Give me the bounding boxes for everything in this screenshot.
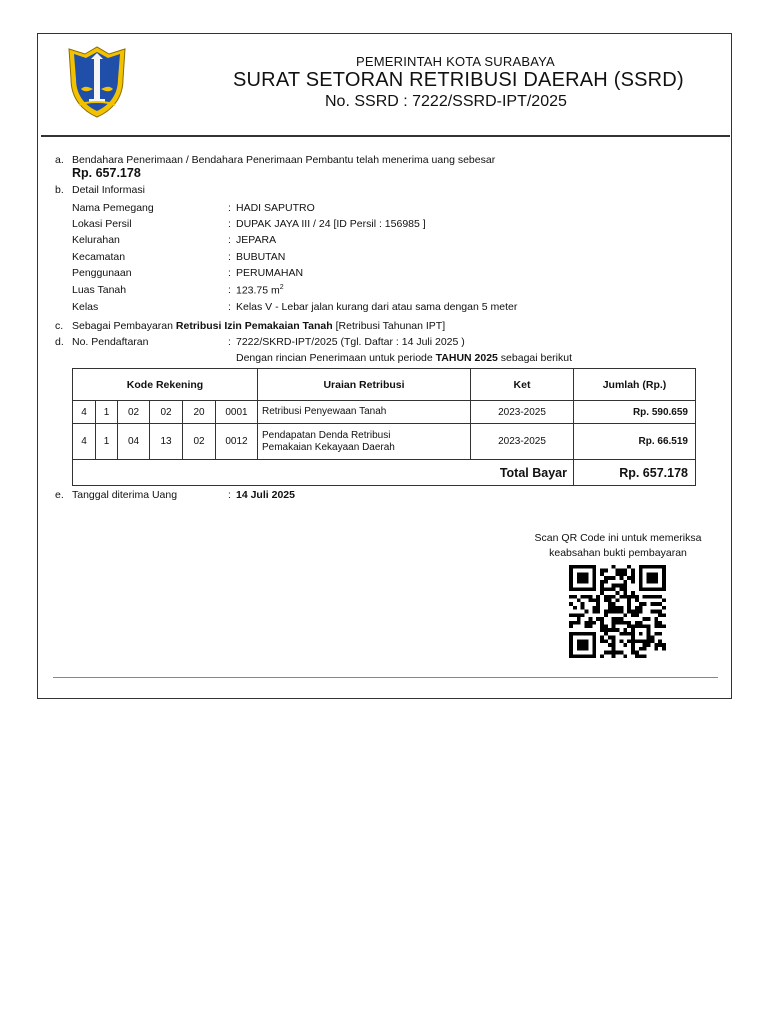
total-value: Rp. 657.178 xyxy=(574,460,696,486)
land-area-unit-exponent: 2 xyxy=(279,284,284,291)
uraian-cell: Retribusi Penyewaan Tanah xyxy=(258,401,471,424)
period-detail xyxy=(236,352,572,364)
detail-separator: : xyxy=(228,284,231,296)
detail-label: Kelas xyxy=(72,301,99,313)
section-a-marker: a. xyxy=(55,154,64,166)
period-detail-suffix: sebagai berikut xyxy=(497,352,573,364)
detail-value: DUPAK JAYA III / 24 [ID Persil : 156985 ] xyxy=(236,218,426,230)
section-a-text: Bendahara Penerimaan / Bendahara Penerimaan Pembantu telah menerima uang sebesar xyxy=(72,154,496,166)
section-b-title: Detail Informasi xyxy=(72,184,145,196)
detail-separator: : xyxy=(228,301,231,313)
surabaya-crest-icon xyxy=(65,45,129,119)
payment-purpose-type: Retribusi Izin Pemakaian Tanah xyxy=(175,320,333,332)
footer-divider xyxy=(53,677,718,678)
section-b-marker: b. xyxy=(55,184,64,196)
detail-separator: : xyxy=(228,202,231,214)
section-d-marker: d. xyxy=(55,336,64,348)
jumlah-cell: Rp. 66.519 xyxy=(574,424,696,460)
payment-purpose-suffix: [Retribusi Tahunan IPT] xyxy=(332,320,446,332)
total-label: Total Bayar xyxy=(73,460,574,486)
jumlah-cell: Rp. 590.659 xyxy=(574,401,696,424)
kode-segment: 13 xyxy=(150,424,183,460)
qr-note-line: Scan QR Code ini untuk memeriksa xyxy=(534,532,702,544)
kode-segment: 4 xyxy=(73,401,96,424)
received-amount: Rp. 657.178 xyxy=(72,166,141,180)
detail-label: Kecamatan xyxy=(72,251,126,263)
uraian-cell xyxy=(258,424,471,460)
detail-separator: : xyxy=(228,489,231,501)
detail-value: HADI SAPUTRO xyxy=(236,202,315,214)
detail-value: PERUMAHAN xyxy=(236,267,304,279)
detail-separator: : xyxy=(228,251,231,263)
header-uraian: Uraian Retribusi xyxy=(258,369,471,401)
kode-segment: 4 xyxy=(73,424,96,460)
header-ket: Ket xyxy=(471,369,574,401)
qr-note xyxy=(518,531,718,561)
uraian-line: Pemakaian Kekayaan Daerah xyxy=(262,441,395,453)
detail-separator: : xyxy=(228,336,231,348)
detail-value: BUBUTAN xyxy=(236,251,286,263)
detail-separator: : xyxy=(228,234,231,246)
land-area-value: 123.75 m xyxy=(236,284,280,297)
kode-segment: 1 xyxy=(96,401,118,424)
header-kode-rekening: Kode Rekening xyxy=(73,369,258,401)
detail-separator: : xyxy=(228,267,231,279)
table-row xyxy=(73,401,696,424)
header-divider xyxy=(41,135,730,137)
uraian-line: Pendapatan Denda Retribusi xyxy=(262,429,391,441)
payment-purpose xyxy=(72,320,445,332)
detail-label: Luas Tanah xyxy=(72,284,127,296)
detail-value: JEPARA xyxy=(236,234,277,246)
ket-cell: 2023-2025 xyxy=(471,401,574,424)
payment-purpose-prefix: Sebagai Pembayaran xyxy=(72,320,176,332)
kode-segment: 0012 xyxy=(216,424,258,460)
period-year: TAHUN 2025 xyxy=(435,352,498,364)
ssrd-document xyxy=(37,33,732,699)
header-jumlah: Jumlah (Rp.) xyxy=(574,369,696,401)
detail-label: Nama Pemegang xyxy=(72,202,154,214)
kode-segment: 02 xyxy=(183,424,216,460)
kode-segment: 1 xyxy=(96,424,118,460)
detail-label: Lokasi Persil xyxy=(72,218,132,230)
section-e-marker: e. xyxy=(55,489,64,501)
government-name: PEMERINTAH KOTA SURABAYA xyxy=(356,54,555,69)
registration-value: 7222/SKRD-IPT/2025 (Tgl. Daftar : 14 Juli 2025 ) xyxy=(236,336,465,348)
received-date-label: Tanggal diterima Uang xyxy=(72,489,178,501)
detail-value xyxy=(236,284,284,297)
detail-value: Kelas V - Lebar jalan kurang dari atau sama dengan 5 meter xyxy=(236,301,518,313)
payment-detail-table xyxy=(72,368,696,486)
kode-segment: 04 xyxy=(118,424,150,460)
kode-segment: 0001 xyxy=(216,401,258,424)
kode-segment: 02 xyxy=(118,401,150,424)
total-row xyxy=(73,460,696,486)
detail-separator: : xyxy=(228,218,231,230)
detail-label: Kelurahan xyxy=(72,234,120,246)
ket-cell: 2023-2025 xyxy=(471,424,574,460)
document-title: SURAT SETORAN RETRIBUSI DAERAH (SSRD) xyxy=(233,69,684,91)
table-row xyxy=(73,424,696,460)
ssrd-number: No. SSRD : 7222/SSRD-IPT/2025 xyxy=(325,93,567,110)
detail-label: Penggunaan xyxy=(72,267,132,279)
received-date-value: 14 Juli 2025 xyxy=(236,489,295,501)
qr-code-icon[interactable] xyxy=(569,565,666,658)
kode-segment: 20 xyxy=(183,401,216,424)
qr-note-line: keabsahan bukti pembayaran xyxy=(549,547,687,559)
registration-label: No. Pendaftaran xyxy=(72,336,149,348)
period-detail-prefix: Dengan rincian Penerimaan untuk periode xyxy=(236,352,436,364)
kode-segment: 02 xyxy=(150,401,183,424)
section-c-marker: c. xyxy=(55,320,64,332)
